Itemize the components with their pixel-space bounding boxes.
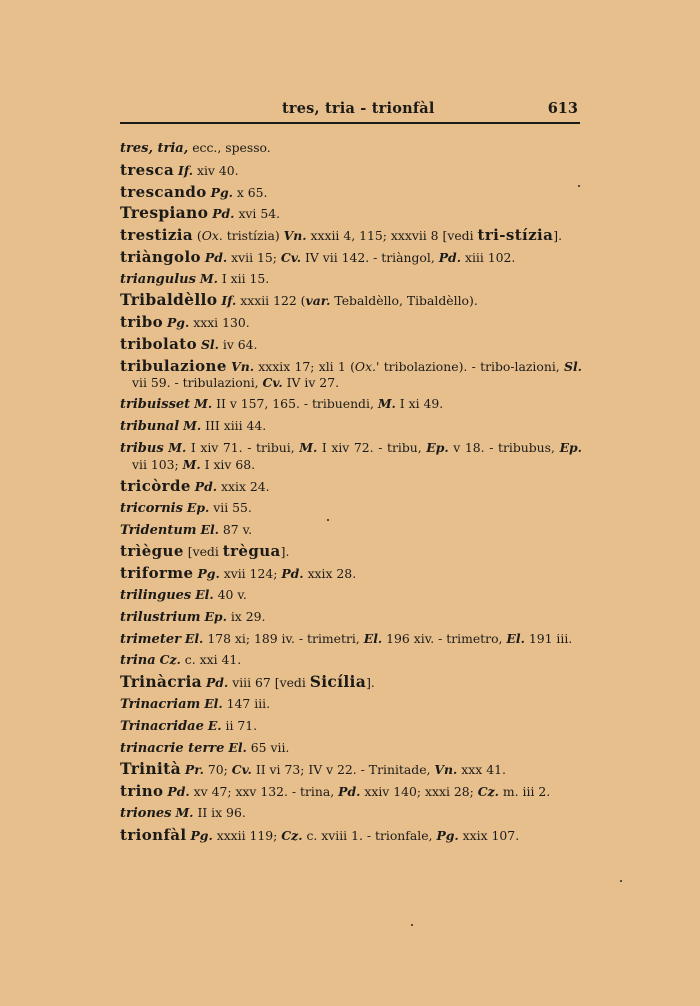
list-item <box>120 140 582 158</box>
headword: tres, tria, <box>120 141 189 156</box>
entry-text: xxxii 4, 115; xxxvii 8 [vedi <box>306 228 478 244</box>
entry-text: iv 64. <box>218 337 258 353</box>
source-abbr: Cv. <box>262 375 283 391</box>
headword: tribulazione <box>120 356 227 375</box>
source-abbr: Pd. <box>281 566 304 582</box>
headword: Trinacriam <box>120 696 201 712</box>
cross-reference: Sicília <box>309 672 367 692</box>
entry-text: [vedi <box>183 544 223 560</box>
entry-text: xxx 41. <box>457 762 506 778</box>
headword: trestizia <box>120 226 193 245</box>
source-abbr: Cz. <box>159 652 181 668</box>
list-item <box>120 805 582 823</box>
entry-text: 87 v. <box>218 521 253 537</box>
headword: trescando <box>120 182 207 201</box>
list-item <box>120 783 582 801</box>
entry-text: xiii 102. <box>461 249 516 265</box>
cross-reference: tri-stízia <box>477 226 554 245</box>
speck <box>578 185 580 187</box>
headword: triones <box>120 805 172 821</box>
source-abbr: Ep. <box>559 439 582 455</box>
headword: trina <box>120 653 156 669</box>
source-abbr: Vn. <box>283 228 307 244</box>
entry-text: xxix 24. <box>217 479 270 495</box>
headword: Trinità <box>120 759 181 779</box>
list-item <box>120 478 582 496</box>
entry-text: IV vii 142. - triàngol, <box>301 249 439 265</box>
entry-text: m. iii 2. <box>498 784 551 800</box>
source-abbr: Pg. <box>166 315 190 331</box>
list-item <box>120 631 582 649</box>
source-abbr: Pd. <box>205 675 229 691</box>
entry-text: Tebaldèllo, Tibaldèllo). <box>330 293 478 309</box>
source-abbr: M. <box>175 804 194 820</box>
entry-text: xxix 107. <box>458 827 520 843</box>
source-abbr: Pd. <box>338 784 361 800</box>
entry-text: ]. <box>366 675 375 691</box>
entry-text: I xiv 68. <box>200 457 256 473</box>
headword: tricornis <box>120 500 183 516</box>
headword: triàngolo <box>120 247 201 266</box>
source-abbr: M. <box>194 396 213 412</box>
list-item <box>120 440 582 474</box>
entry-text: xxxii 122 ( <box>236 293 306 309</box>
entry-text: ' tribolazione). - tribo-lazioni, <box>376 358 564 374</box>
list-item <box>120 396 582 414</box>
entry-text: ix 29. <box>226 608 266 624</box>
headword: trino <box>120 782 164 801</box>
entry-text: I xiv 72. - tribu, <box>317 439 427 455</box>
list-item <box>120 162 582 180</box>
source-abbr: Ep. <box>426 439 449 455</box>
headword: Trespiano <box>120 203 209 223</box>
source-abbr: Ox. <box>201 228 223 244</box>
list-item <box>120 718 582 736</box>
entry-text: xxiv 140; xxxi 28; <box>360 784 478 800</box>
source-abbr: Pg. <box>197 566 220 582</box>
headword: Tridentum <box>120 522 197 538</box>
source-abbr: El. <box>184 630 204 646</box>
list-item <box>120 205 582 223</box>
entry-text: ( <box>192 228 202 244</box>
headword: tribolato <box>120 335 197 354</box>
speck <box>620 880 622 882</box>
source-abbr: var. <box>305 293 331 309</box>
entry-text: vii 55. <box>209 499 252 515</box>
headword: trimeter <box>120 631 181 647</box>
list-item <box>120 522 582 540</box>
source-abbr: Pg. <box>436 827 459 843</box>
source-abbr: Pd. <box>438 249 462 265</box>
source-abbr: M. <box>199 270 218 286</box>
source-abbr: Cv. <box>280 249 302 265</box>
source-abbr: Cv. <box>231 762 252 778</box>
speck <box>411 924 413 926</box>
source-abbr: Pd. <box>212 206 235 222</box>
headword: tribuisset <box>120 397 191 413</box>
source-abbr: El. <box>363 630 383 646</box>
source-abbr: Vn. <box>231 358 255 374</box>
source-abbr: Vn. <box>434 762 458 778</box>
source-abbr: M. <box>168 439 187 455</box>
entry-text: tristízia) <box>222 228 284 244</box>
list-item <box>120 184 582 202</box>
list-item <box>120 827 582 845</box>
entry-text: xxxii 119; <box>212 827 282 843</box>
entry-text: xvii 15; <box>227 249 281 265</box>
list-item <box>120 358 582 392</box>
list-item <box>120 500 582 518</box>
headword: trilingues <box>120 588 192 604</box>
list-item <box>120 609 582 627</box>
headword: trinacrie terre <box>120 740 225 756</box>
cross-reference: trègua <box>222 542 281 561</box>
list-item <box>120 761 582 779</box>
entry-text: c. xxi 41. <box>180 652 242 668</box>
entry-text: 65 vii. <box>246 739 290 755</box>
source-abbr: El. <box>228 739 247 755</box>
entry-text: I xii 15. <box>217 270 270 286</box>
list-item <box>120 418 582 436</box>
source-abbr: Ep. <box>186 499 210 515</box>
headword: triforme <box>120 564 194 583</box>
entry-text: c. xviii 1. - trionfale, <box>302 827 437 843</box>
page-header <box>120 100 580 124</box>
source-abbr: E. <box>207 717 222 733</box>
headword: tricòrde <box>120 477 191 496</box>
entry-text: xvi 54. <box>234 206 281 222</box>
entry-text: ecc., spesso. <box>188 140 271 155</box>
entry-text: ]. <box>553 228 563 244</box>
source-abbr: If. <box>221 293 237 309</box>
source-abbr: Pr. <box>184 762 204 778</box>
headword: tribus <box>120 440 164 456</box>
headword: tribo <box>120 313 164 332</box>
source-abbr: Pd. <box>167 784 190 800</box>
speck <box>327 519 329 521</box>
list-item <box>120 292 582 310</box>
source-abbr: El. <box>195 587 214 603</box>
list-item <box>120 227 582 245</box>
entry-text: xv 47; xxv 132. - trina, <box>189 784 339 800</box>
entry-text: vii 59. - tribulazioni, <box>132 375 263 391</box>
source-abbr: El. <box>506 630 525 646</box>
source-abbr: M. <box>182 457 201 473</box>
entry-text: xiv 40. <box>193 162 239 178</box>
list-item <box>120 565 582 583</box>
headword: Trinàcria <box>120 672 203 692</box>
entry-text: 178 xi; 189 iv. - trimetri, <box>203 630 364 646</box>
source-abbr: Pd. <box>204 249 228 265</box>
source-abbr: Pg. <box>210 184 233 200</box>
headword: tribunal <box>120 418 180 434</box>
source-abbr: M. <box>183 417 202 433</box>
list-item <box>120 587 582 605</box>
headword: Trinacridae <box>120 718 204 734</box>
source-abbr: El. <box>200 521 219 537</box>
source-abbr: Ep. <box>204 608 227 624</box>
running-title: tres, tria - trionfàl <box>282 100 435 117</box>
entry-text: x 65. <box>232 184 268 200</box>
list-item <box>120 674 582 692</box>
headword: tresca <box>120 160 175 179</box>
list-item <box>120 740 582 758</box>
entry-list <box>120 140 582 848</box>
entry-text: v 18. - tribubus, <box>448 439 560 455</box>
headword: trìègue <box>120 542 184 561</box>
entry-text: xvii 124; <box>219 566 282 582</box>
entry-text: 191 iii. <box>524 630 573 646</box>
list-item <box>120 696 582 714</box>
entry-text: IV iv 27. <box>282 375 340 391</box>
source-abbr: Pg. <box>190 827 213 843</box>
source-abbr: El. <box>204 695 223 711</box>
headword: triangulus <box>120 271 196 287</box>
entry-text: xxxix 17; xli 1 ( <box>254 358 355 374</box>
source-abbr: M. <box>377 396 396 412</box>
entry-text: viii 67 [vedi <box>228 675 310 691</box>
entry-text: I xiv 71. - tribui, <box>186 439 300 455</box>
source-abbr: Cz. <box>477 784 499 800</box>
source-abbr: Pd. <box>194 479 218 495</box>
source-abbr: M. <box>299 439 318 455</box>
entry-text: III xiii 44. <box>201 417 267 433</box>
headword: Tribaldèllo <box>120 290 218 310</box>
entry-text: 147 iii. <box>222 695 271 711</box>
source-abbr: Ox. <box>354 358 377 374</box>
entry-text: II vi 73; IV v 22. - Trinitade, <box>251 762 435 778</box>
headword: trionfàl <box>120 825 187 844</box>
page-number: 613 <box>547 100 578 117</box>
headword: trilustrium <box>120 609 201 625</box>
source-abbr: Sl. <box>564 358 582 374</box>
list-item <box>120 271 582 289</box>
list-item <box>120 543 582 561</box>
entry-text: II v 157, 165. - tribuendi, <box>212 396 378 412</box>
source-abbr: If. <box>178 162 194 178</box>
entry-text: 40 v. <box>213 587 247 603</box>
entry-text: 70; <box>203 762 232 778</box>
entry-text: 196 xiv. - trimetro, <box>382 630 507 646</box>
source-abbr: Sl. <box>200 337 219 353</box>
entry-text: xxix 28. <box>303 566 357 582</box>
list-item <box>120 336 582 354</box>
entry-text: ii 71. <box>221 717 258 733</box>
entry-text: I xi 49. <box>395 396 444 412</box>
source-abbr: Cz. <box>281 827 303 843</box>
entry-text: xxxi 130. <box>189 315 250 331</box>
list-item <box>120 652 582 670</box>
entry-text: II ix 96. <box>193 804 246 820</box>
list-item <box>120 249 582 267</box>
entry-text: ]. <box>280 544 290 560</box>
entry-text: vii 103; <box>132 457 183 473</box>
list-item <box>120 314 582 332</box>
